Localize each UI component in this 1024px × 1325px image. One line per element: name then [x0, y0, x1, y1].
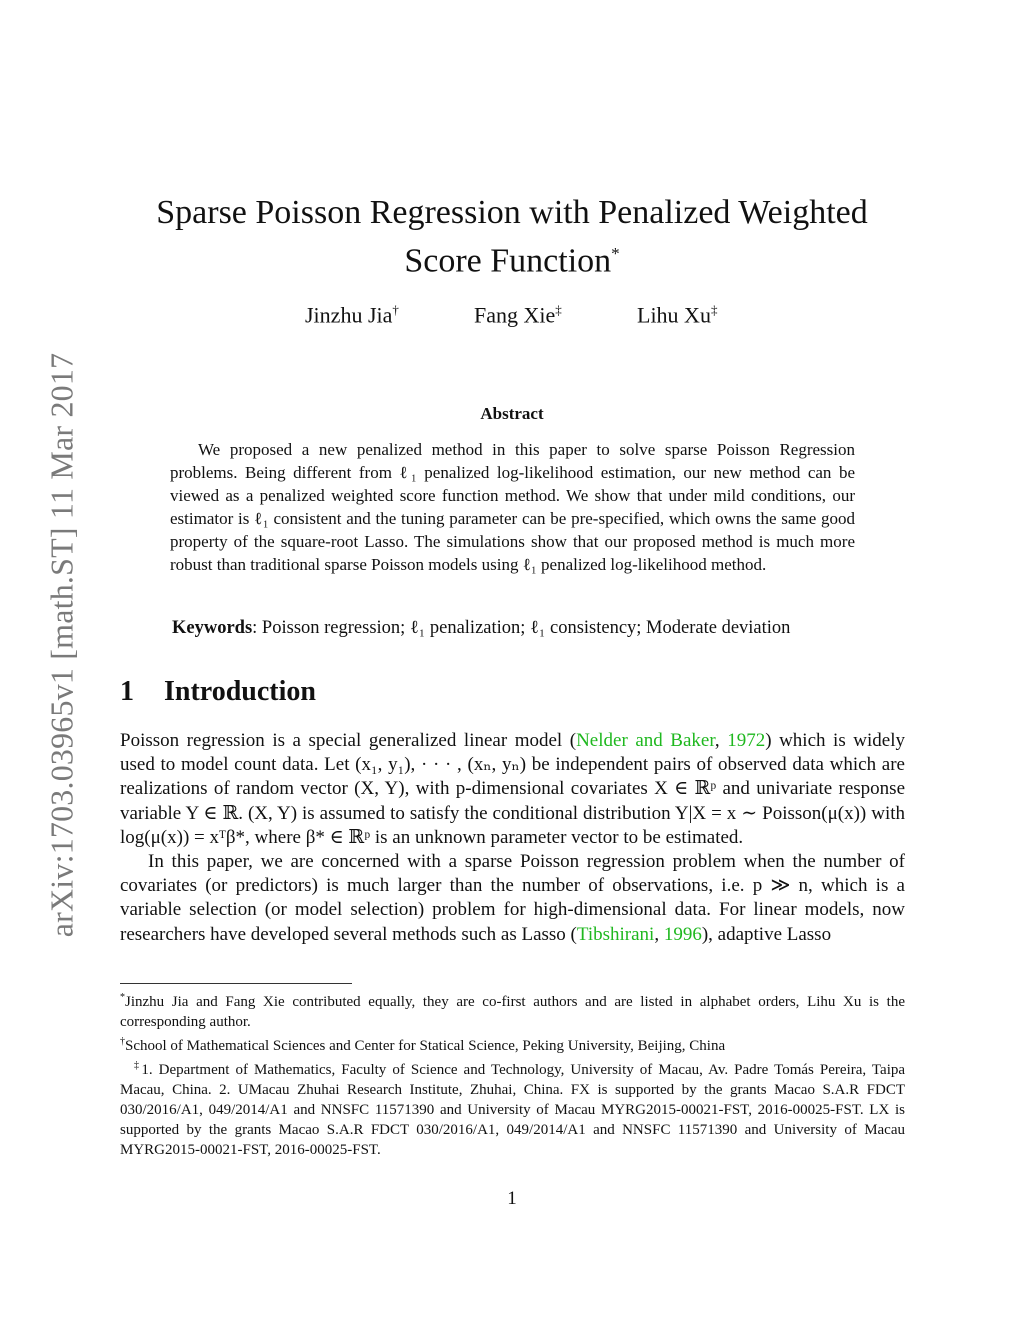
- author-name: Jinzhu Jia: [305, 302, 393, 328]
- footnote-1: [120, 988, 905, 1032]
- keywords-text: : Poisson regression; ℓ₁ penalization; ℓ₁ consistency; Moderate deviation: [252, 618, 791, 638]
- section-title: Introduction: [164, 676, 316, 707]
- author-mark: ‡: [710, 302, 718, 317]
- citation-link[interactable]: Nelder and Baker: [576, 730, 715, 751]
- keywords-label: Keywords: [172, 618, 253, 638]
- author-mark: ‡: [555, 302, 562, 317]
- title-line-1: Sparse Poisson Regression with Penalized Weighted: [156, 194, 868, 231]
- arxiv-stamp: arXiv:1703.03965v1 [math.ST] 11 Mar 2017: [43, 352, 80, 938]
- text-run: ), adaptive Lasso: [701, 923, 832, 945]
- title-footnote-mark: *: [611, 244, 620, 263]
- title-line-2-text: Score Function: [404, 242, 612, 280]
- citation-link[interactable]: Tibshirani: [576, 923, 655, 945]
- paper-title: [0, 192, 1024, 281]
- text-run: ) which is widely used to model count data. Let (x₁, y₁), · · · , (xₙ, yₙ) be independent pairs of observed data which are realizations of random vector (X, Y), with p-dimensional covariates X ∈ ℝᵖ and univariate response variable Y ∈ ℝ. (X, Y) is assumed to satisfy the conditional distribution Y|X = x ∼ Poisson(μ(x)) with log(μ(x)) = xᵀβ*, where β* ∈ ℝᵖ is an unknown parameter vector to be estimated.: [120, 730, 905, 848]
- footnote-text: Jinzhu Jia and Fang Xie contributed equally, they are co-first authors and are listed in alphabet orders, Lihu Xu is the corresponding author.: [120, 994, 905, 1030]
- intro-paragraph-1: [120, 729, 905, 850]
- abstract-text: We proposed a new penalized method in this paper to solve sparse Poisson Regression problems. Being different from ℓ₁ penalized log-likelihood estimation, our new method can be viewed as a penalized weighted score function method. We show that under mild conditions, our estimator is ℓ₁ consistent and the tuning parameter can be pre-specified, which owns the same good property of the square-root Lasso. The simulations show that our proposed method is much more robust than traditional sparse Poisson models using ℓ₁ penalized log-likelihood method.: [170, 440, 855, 574]
- abstract-heading: Abstract: [480, 404, 544, 423]
- author-2: [474, 302, 562, 328]
- footnote-3: [120, 1056, 905, 1160]
- author-3: [637, 302, 717, 328]
- author-name: Lihu Xu: [637, 302, 711, 328]
- footnote-mark: †: [120, 1036, 125, 1047]
- keywords: [172, 618, 790, 639]
- text-run: In this paper, we are concerned with a sparse Poisson regression problem when the number of covariates (or predictors) is much larger than the number of observations, i.e. p ≫ n, which is a variable selection (or model selection) problem for high-dimensional data. For linear models, now researchers have developed several methods such as Lasso (: [120, 851, 905, 945]
- footnote-text: 1. Department of Mathematics, Faculty of Science and Technology, University of Macau, Av. Padre Tomás Pereira, Taipa Macau, China. 2. UMacau Zhuhai Research Institute, Zhuhai, China. FX is supported by the grants Macao S.A.R FDCT 030/2016/A1, 049/2014/A1 and NNSFC 11571390 and University of Macau MYRG2015-00021-FST, 2016-00025-FST. LX is supported by the grants Macao S.A.R FDCT 030/2016/A1, 049/2014/A1 and NNSFC 11571390 and University of Macau MYRG2015-00021-FST, 2016-00025-FST.: [120, 1062, 906, 1158]
- footnote-2: [120, 1032, 905, 1056]
- footnotes: [120, 988, 905, 1160]
- text-run: Poisson regression is a special generalized linear model (: [120, 730, 577, 751]
- intro-paragraph-2: [120, 850, 905, 947]
- section-heading: [120, 676, 316, 708]
- citation-year-link[interactable]: 1996: [663, 923, 702, 945]
- text-run: ,: [714, 730, 728, 751]
- title-line-2: [0, 233, 1024, 281]
- author-mark: †: [392, 302, 399, 317]
- footnote-mark: ‡: [134, 1060, 142, 1071]
- section-number: 1: [120, 676, 134, 707]
- author-1: [305, 302, 399, 328]
- footnote-mark: *: [120, 992, 125, 1003]
- footnote-text: School of Mathematical Sciences and Center for Statical Science, Peking University, Beijing, China: [125, 1038, 726, 1054]
- footnote-divider: [120, 983, 352, 984]
- page-number: 1: [507, 1188, 517, 1209]
- citation-year-link[interactable]: 1972: [727, 730, 766, 751]
- author-name: Fang Xie: [474, 302, 556, 328]
- text-run: ,: [654, 923, 664, 945]
- intro-body: [120, 729, 905, 947]
